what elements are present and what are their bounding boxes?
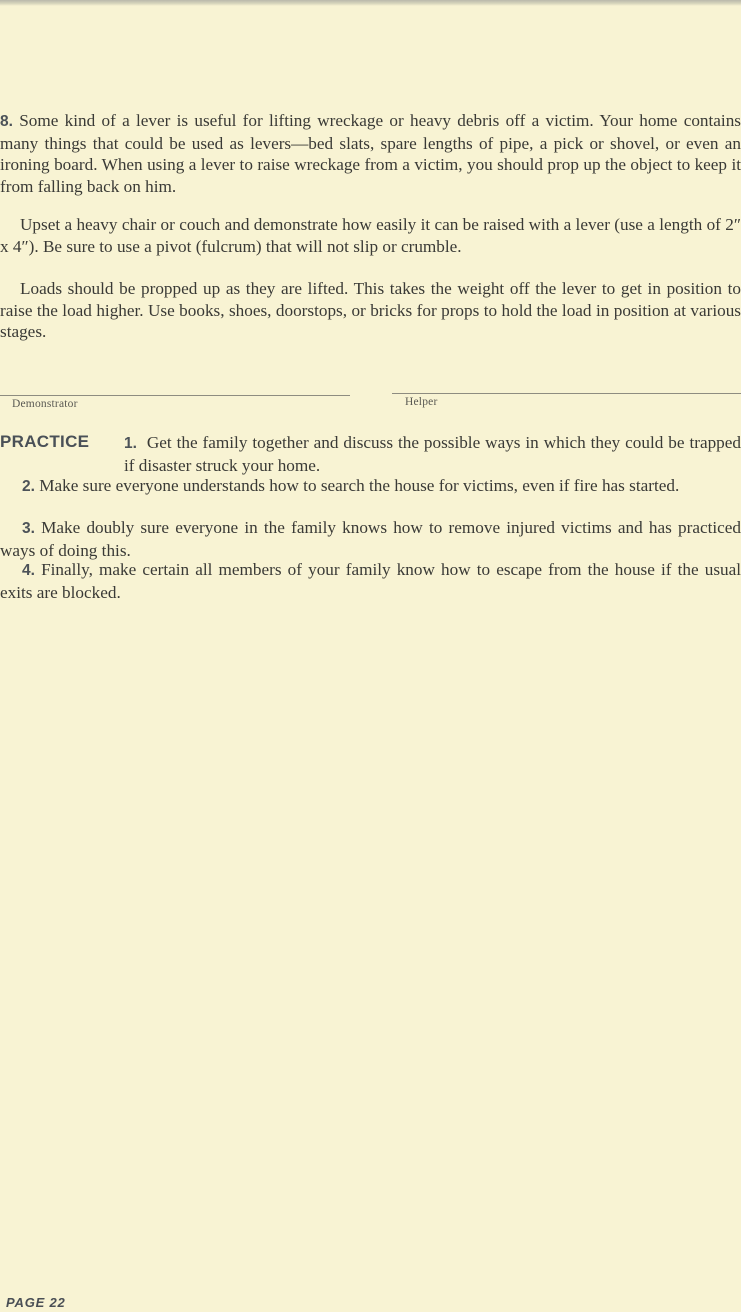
practice-item-3-text: Make doubly sure everyone in the family knows how to remove injured victims and has practiced ways of doing this. <box>0 518 741 560</box>
practice-item-3-number: 3. <box>22 520 35 537</box>
practice-item-3 <box>0 517 741 561</box>
lever-demo-paragraph: Upset a heavy chair or couch and demonstrate how easily it can be raised with a lever (use a length of 2″ x 4″). Be sure to use a pivot (fulcrum) that will not slip or crumble. <box>0 215 741 256</box>
section-8-text: Some kind of a lever is useful for lifting wreckage or heavy debris off a victim. Your home contains many things that could be used as levers—bed slats, spare lengths of pipe, a pick or shovel, or even an ironing board. When using a lever to raise wreckage from a victim, you should prop up the object to keep it from falling back on him. <box>0 111 741 196</box>
practice-item-1-number: 1. <box>124 435 137 452</box>
practice-item-4 <box>0 559 741 603</box>
practice-item-2-number: 2. <box>22 478 35 495</box>
practice-item-2 <box>0 475 741 498</box>
practice-item-2-text: Make sure everyone understands how to search the house for victims, even if fire has started. <box>39 476 680 495</box>
practice-heading: PRACTICE <box>0 432 90 451</box>
page-number: PAGE 22 <box>6 1295 66 1310</box>
section-8-number: 8. <box>0 113 13 130</box>
props-paragraph: Loads should be propped up as they are lifted. This takes the weight off the lever to get in position to raise the load higher. Use books, shoes, doorstops, or bricks for props to hold the load in position at various stages. <box>0 279 741 341</box>
practice-item-4-number: 4. <box>22 562 35 579</box>
practice-item-4-text: Finally, make certain all members of your family know how to escape from the house if the usual exits are blocked. <box>0 560 741 602</box>
practice-item-1 <box>124 432 741 476</box>
demonstrator-label: Demonstrator <box>12 398 78 410</box>
helper-signature-line <box>392 393 741 394</box>
section-8-paragraph <box>0 110 741 197</box>
demonstrator-signature-line <box>0 395 350 396</box>
practice-item-1-text: Get the family together and discuss the possible ways in which they could be trapped if disaster struck your home. <box>124 433 741 475</box>
helper-label: Helper <box>405 396 438 408</box>
